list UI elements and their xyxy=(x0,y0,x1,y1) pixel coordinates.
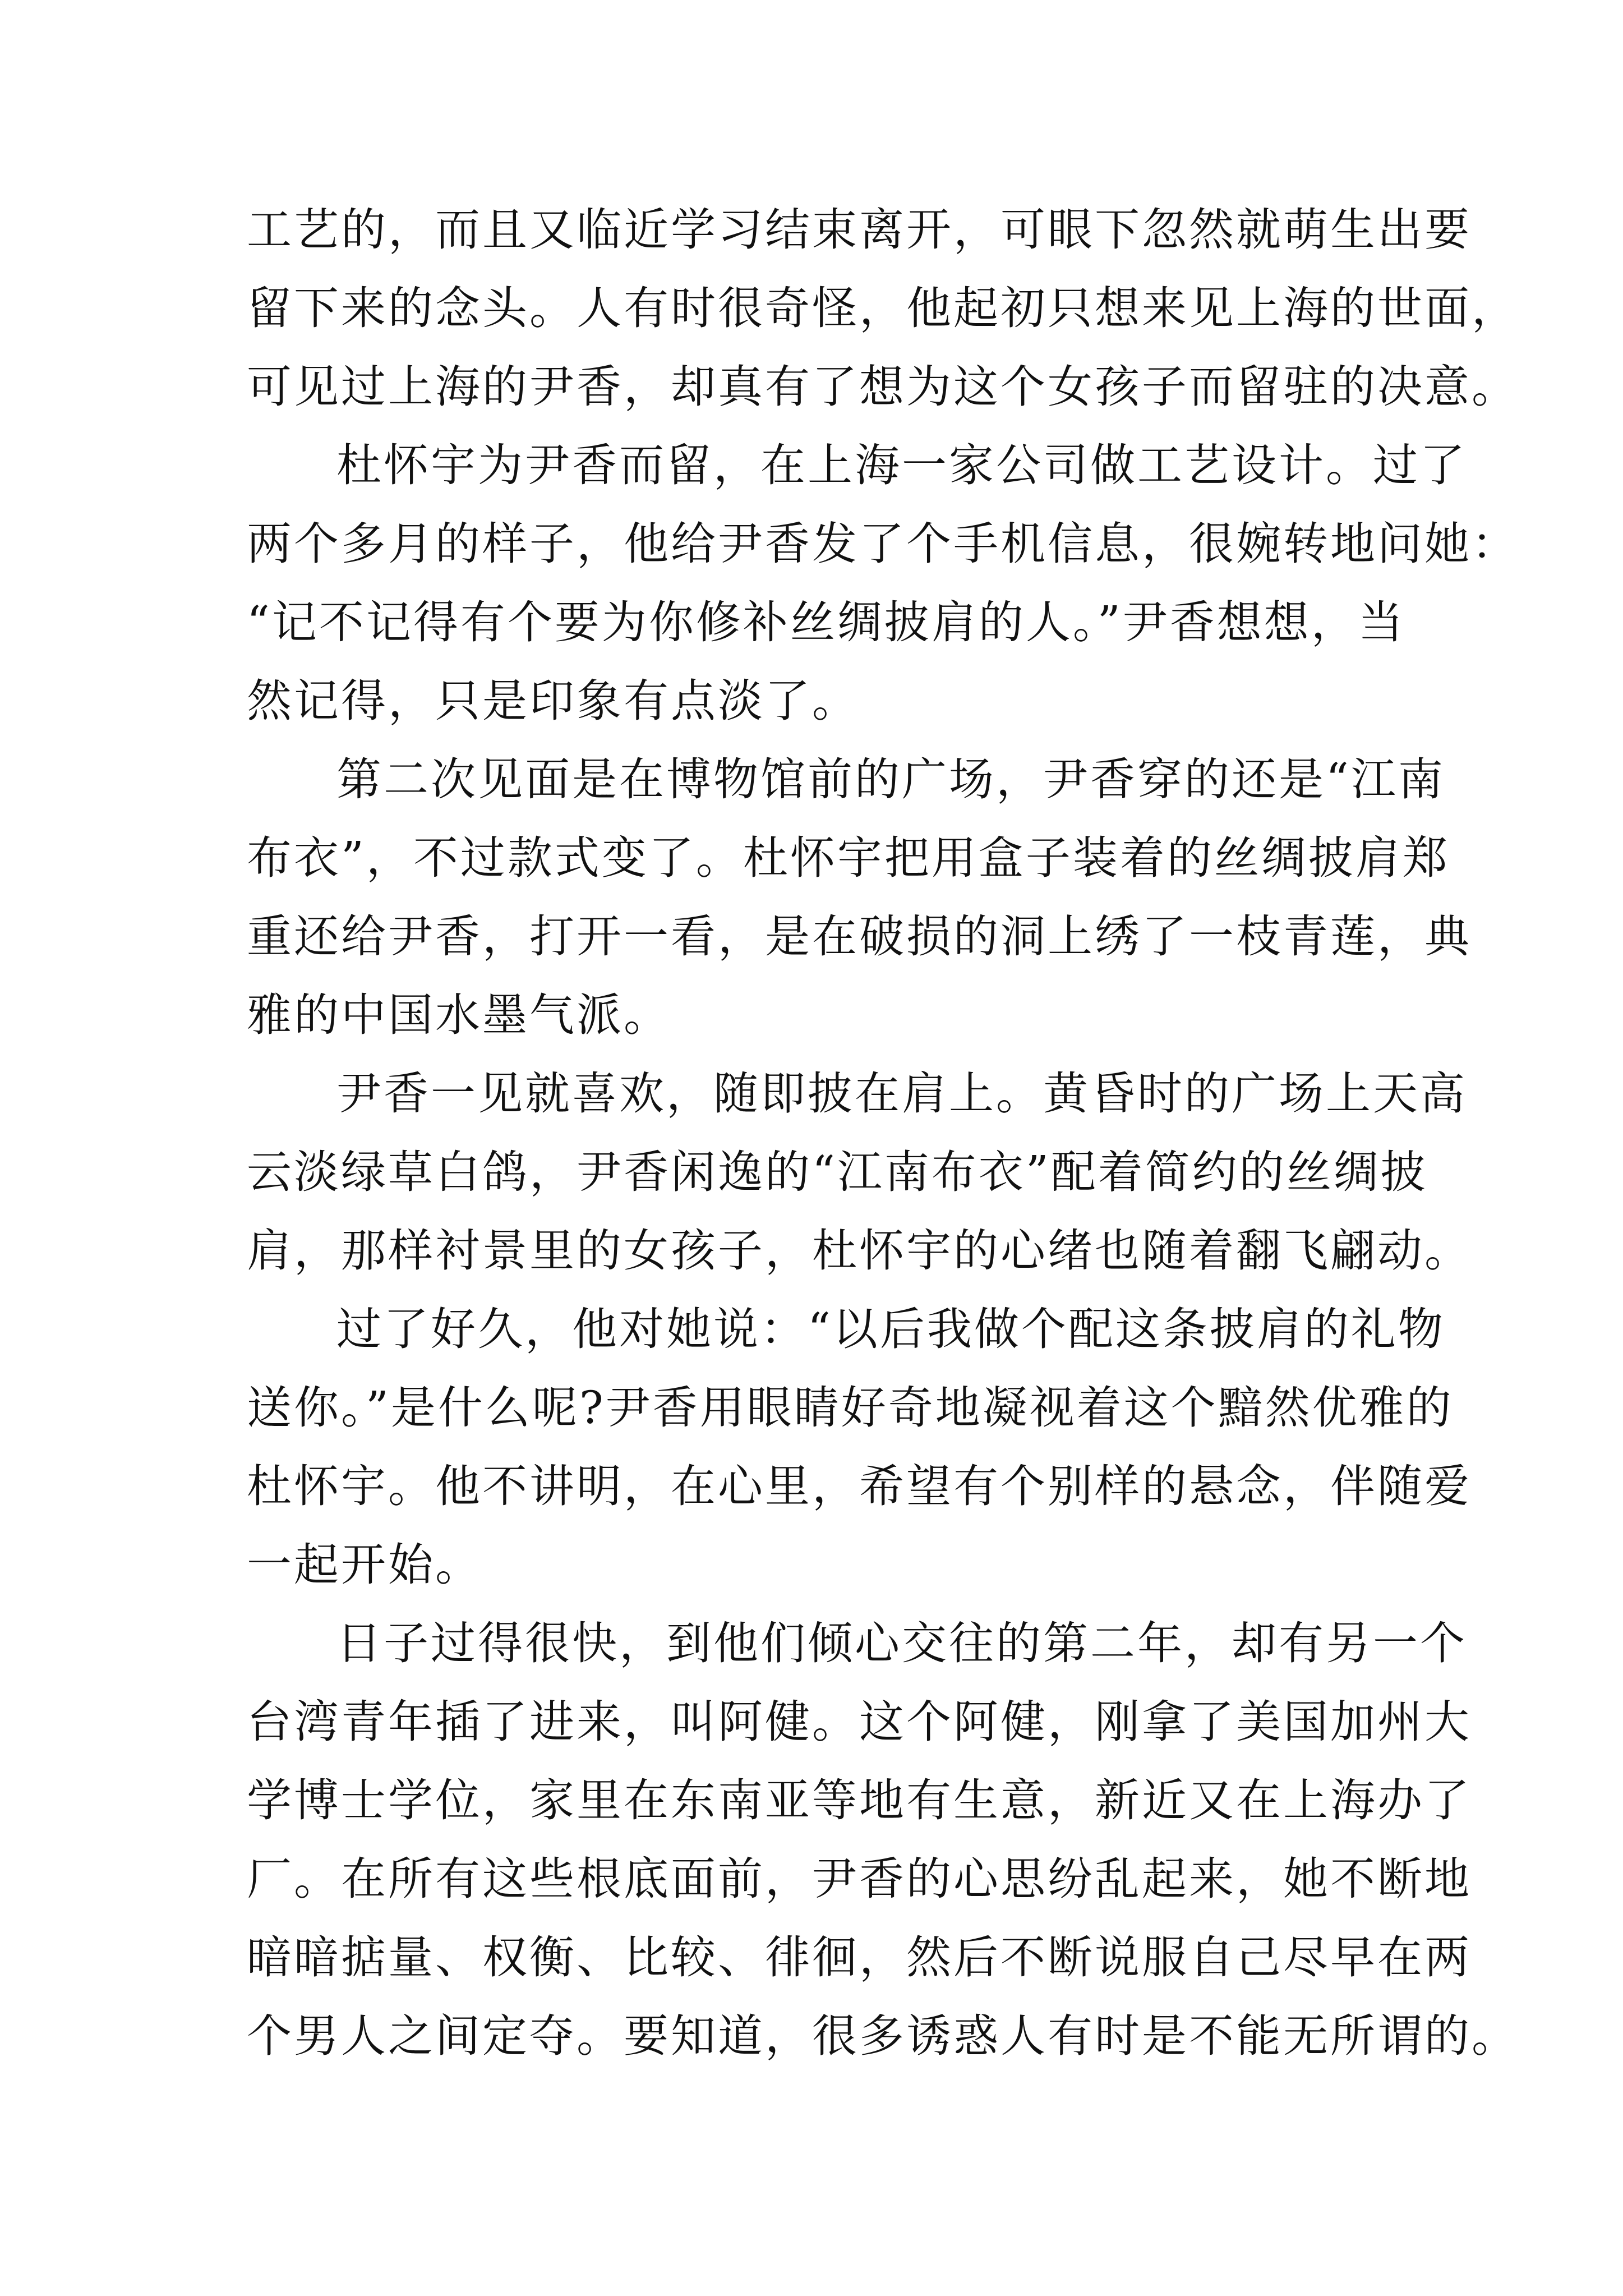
text-line: 个男人之间定夺。要知道，很多诱惑人有时是不能无所谓的。 xyxy=(247,2010,1519,2062)
text-line: 重还给尹香，打开一看，是在破损的洞上绣了一枝青莲，典 xyxy=(247,910,1472,963)
paragraph-first-line: 第二次见面是在博物馆前的广场，尹香穿的还是“江南 xyxy=(336,753,1445,806)
text-line: 一起开始。 xyxy=(247,1539,482,1591)
text-line: 送你。”是什么呢?尹香用眼睛好奇地凝视着这个黯然优雅的 xyxy=(247,1382,1454,1434)
text-line: 暗暗掂量、权衡、比较、徘徊，然后不断说服自己尽早在两 xyxy=(247,1931,1472,1984)
text-line: 学博士学位，家里在东南亚等地有生意，新近又在上海办了 xyxy=(247,1774,1472,1826)
text-line: 留下来的念头。人有时很奇怪，他起初只想来见上海的世面， xyxy=(247,282,1519,334)
paragraph-first-line: 日子过得很快，到他们倾心交往的第二年，却有另一个 xyxy=(336,1617,1467,1669)
paragraph-first-line: 过了好久，他对她说：“以后我做个配这条披肩的礼物 xyxy=(336,1303,1445,1355)
text-line: 然记得，只是印象有点淡了。 xyxy=(247,675,859,727)
text-line: 肩，那样衬景里的女孩子，杜怀宇的心绪也随着翻飞翩动。 xyxy=(247,1225,1472,1277)
paragraph-first-line: 尹香一见就喜欢，随即披在肩上。黄昏时的广场上天高 xyxy=(336,1068,1467,1120)
text-line: 台湾青年插了进来，叫阿健。这个阿健，刚拿了美国加州大 xyxy=(247,1696,1472,1748)
paragraph-first-line: 杜怀宇为尹香而留，在上海一家公司做工艺设计。过了 xyxy=(336,439,1467,491)
text-line: 厂。在所有这些根底面前，尹香的心思纷乱起来，她不断地 xyxy=(247,1853,1472,1905)
text-line: 可见过上海的尹香，却真有了想为这个女孩子而留驻的决意。 xyxy=(247,361,1519,413)
text-line: 工艺的，而且又临近学习结束离开，可眼下忽然就萌生出要 xyxy=(247,204,1472,256)
text-line: 布衣”，不过款式变了。杜怀宇把用盒子装着的丝绸披肩郑 xyxy=(247,832,1450,884)
text-line: 雅的中国水墨气派。 xyxy=(247,989,671,1041)
text-line: 杜怀宇。他不讲明，在心里，希望有个别样的悬念，伴随爱 xyxy=(247,1460,1472,1512)
text-line: 两个多月的样子，他给尹香发了个手机信息，很婉转地问她： xyxy=(247,518,1519,570)
text-line: “记不记得有个要为你修补丝绸披肩的人。”尹香想想，当 xyxy=(247,596,1405,648)
text-line: 云淡绿草白鸽，尹香闲逸的“江南布衣”配着简约的丝绸披 xyxy=(247,1146,1428,1198)
